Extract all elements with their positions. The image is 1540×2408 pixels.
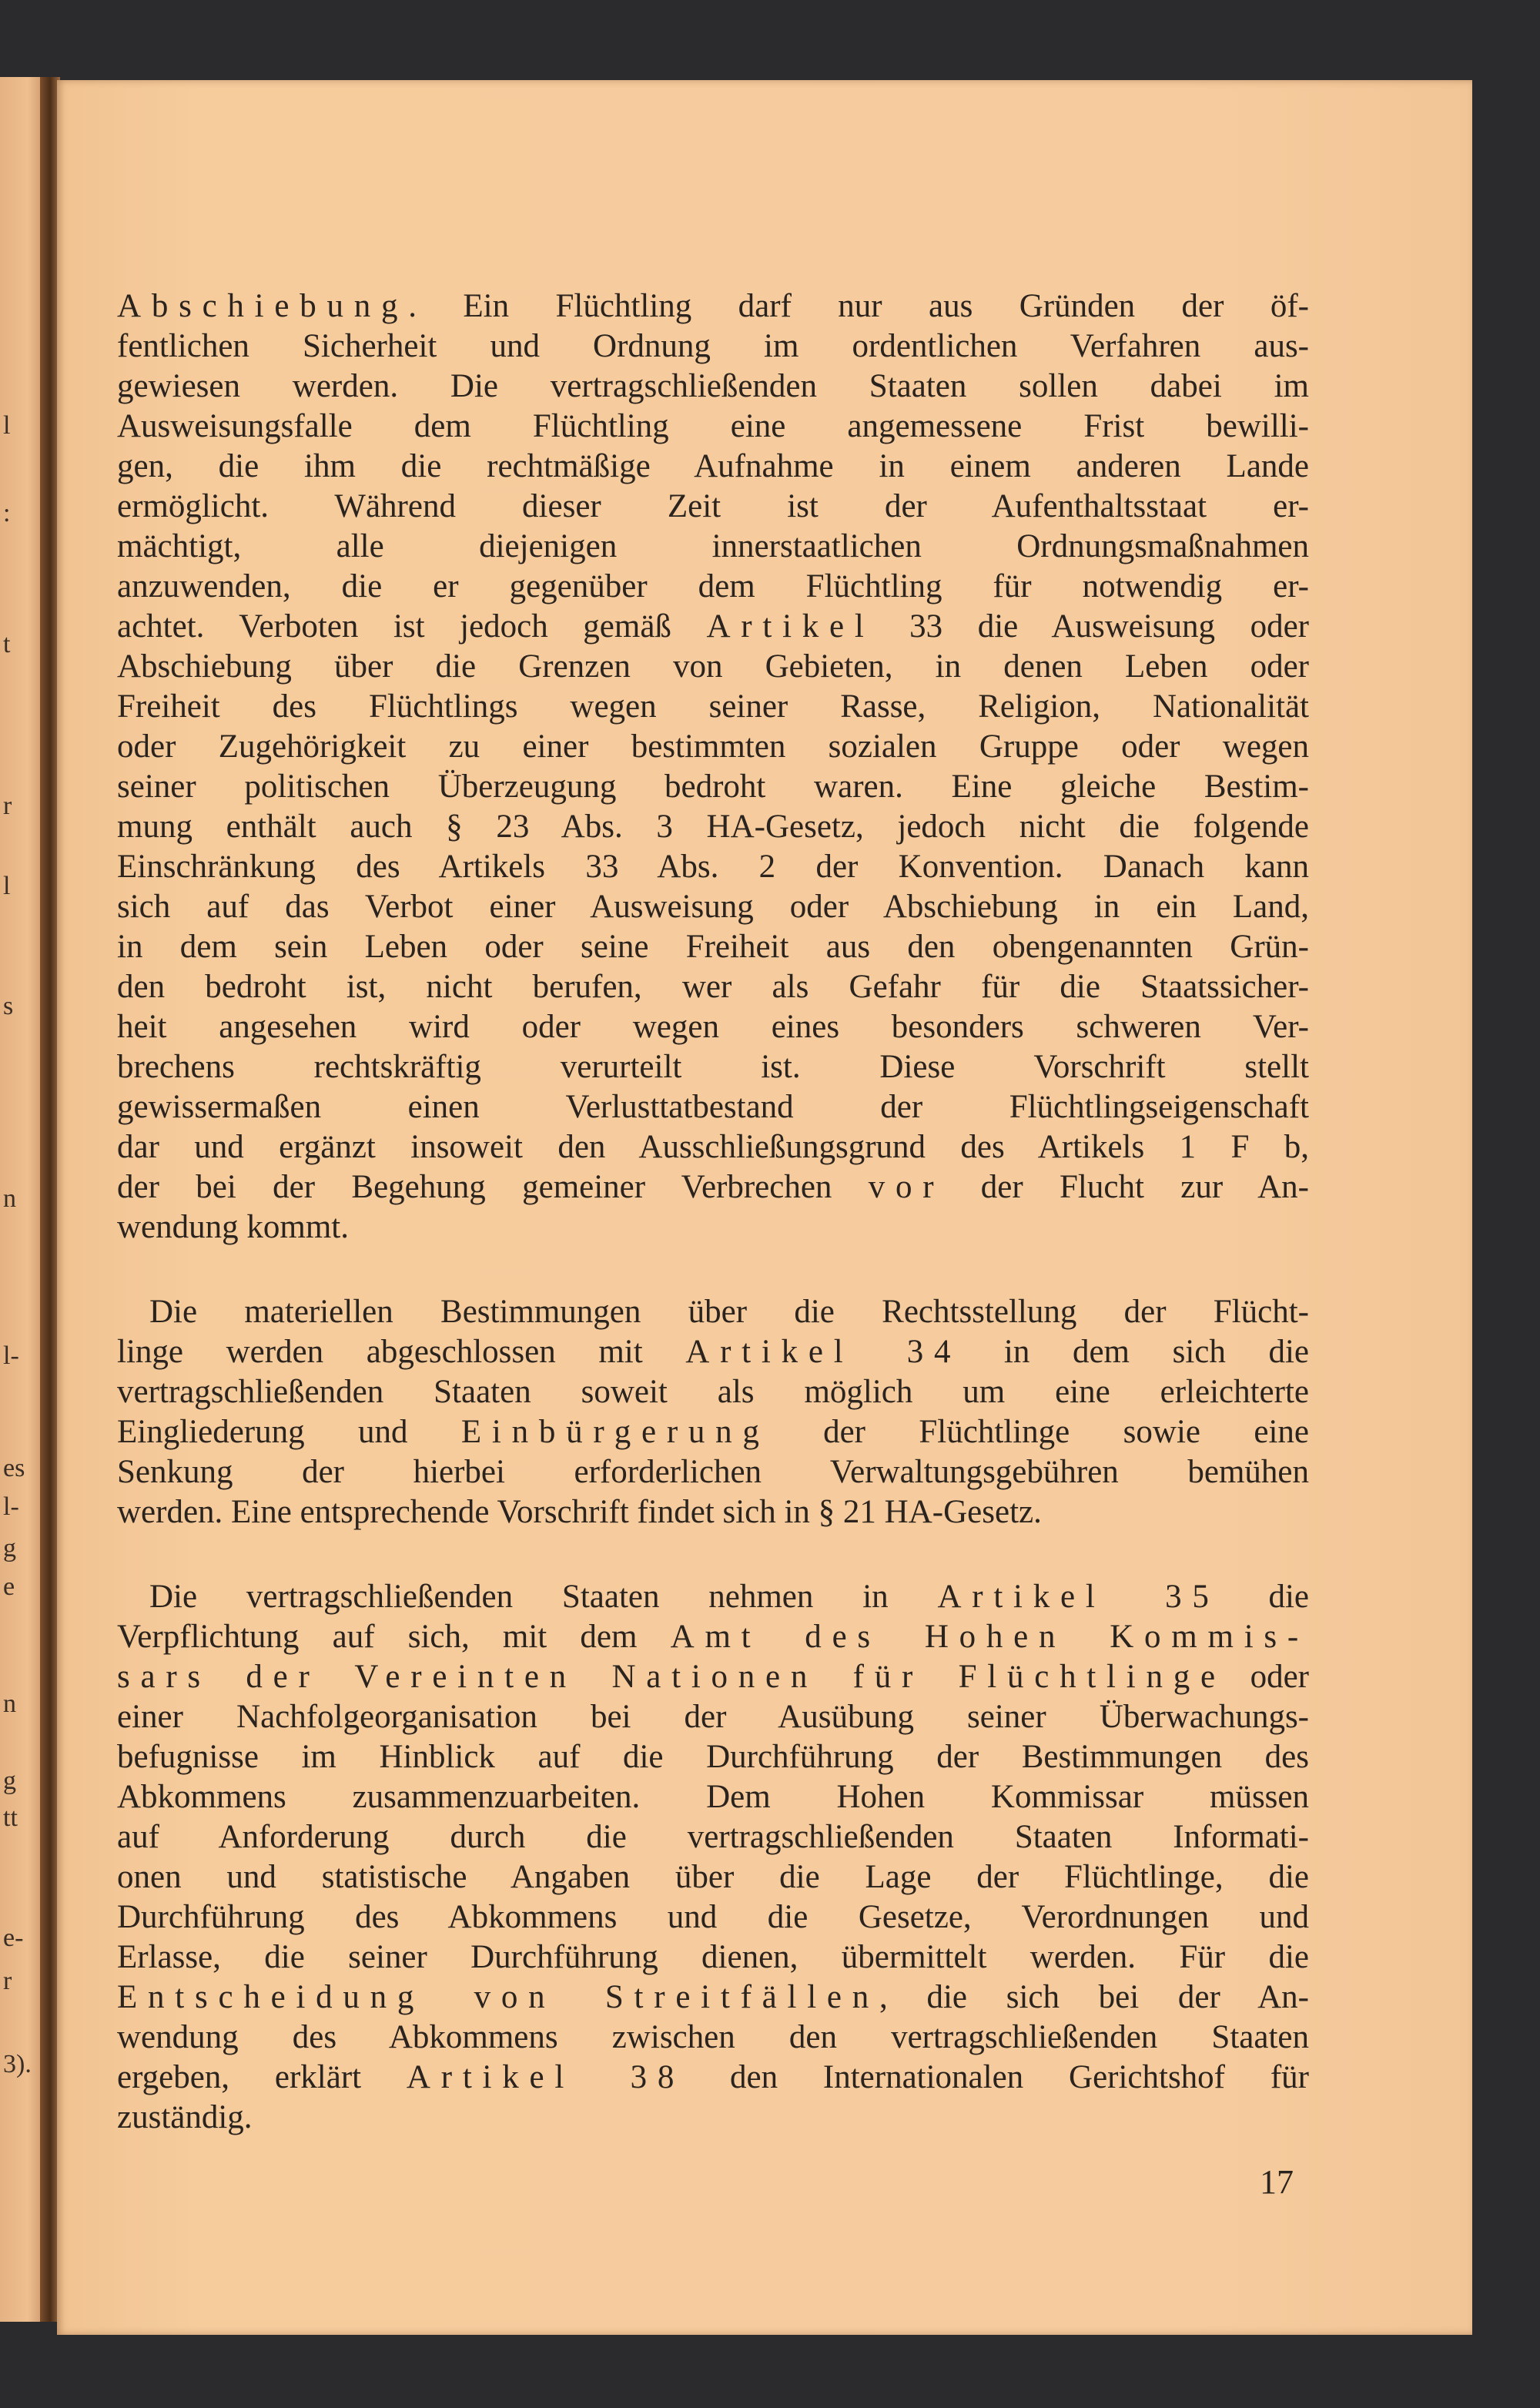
text-segment: den Internationalen Gerichtshof für xyxy=(685,2059,1309,2095)
left-page-fragment: l- xyxy=(3,1341,19,1370)
text-line xyxy=(117,607,1309,647)
text-line: oder Zugehörigkeit zu einer bestimmten sozialen Gruppe oder wegen xyxy=(117,728,1309,765)
text-segment: achtet. Verboten ist jedoch gemäß xyxy=(117,608,707,645)
text-segment: der Flucht zur An- xyxy=(944,1169,1309,1205)
text-line xyxy=(117,1617,1309,1657)
paragraph xyxy=(117,1292,1309,1532)
emphasized-spaced-text: sars der Vereinten Nationen für Flüchtlinge xyxy=(117,1659,1226,1695)
text-line: brechens rechtskräftig verurteilt ist. Diese Vorschrift stellt xyxy=(117,1049,1309,1085)
text-segment: oder xyxy=(1225,1659,1309,1695)
left-page-fragment: e- xyxy=(3,1924,24,1952)
text-line: mächtigt, alle diejenigen innerstaatlichen Ordnungsmaßnahmen xyxy=(117,528,1309,564)
left-page-fragment: r xyxy=(3,792,12,820)
page-number: 17 xyxy=(1260,2163,1294,2201)
left-page-fragment: tt xyxy=(3,1803,18,1832)
text-segment: die xyxy=(1219,1579,1309,1615)
left-page-fragment: n xyxy=(3,1184,16,1213)
text-line: Freiheit des Flüchtlings wegen seiner Rasse, Religion, Nationalität xyxy=(117,688,1309,725)
emphasized-spaced-text: Amt des Hohen Kommis- xyxy=(670,1619,1309,1655)
text-segment: Eingliederung und xyxy=(117,1414,461,1450)
text-line xyxy=(117,1657,1309,1697)
text-line: onen und statistische Angaben über die Lage der Flüchtlinge, die xyxy=(117,1859,1309,1895)
left-page-fragment: l xyxy=(3,872,11,900)
text-segment: in dem sich die xyxy=(961,1334,1309,1370)
emphasized-spaced-text: Abschiebung xyxy=(117,288,409,324)
left-page-fragment: es xyxy=(3,1454,25,1482)
text-line: gen, die ihm die rechtmäßige Aufnahme in einem anderen Lande xyxy=(117,448,1309,484)
text-line: Senkung der hierbei erforderlichen Verwaltungsgebühren bemühen xyxy=(117,1454,1309,1490)
text-line xyxy=(117,1577,1309,1617)
paragraph xyxy=(117,1577,1309,2138)
text-line: gewiesen werden. Die vertragschließenden Staaten sollen dabei im xyxy=(117,368,1309,404)
text-line: Durchführung des Abkommens und die Gesetze, Verordnungen und xyxy=(117,1899,1309,1935)
left-page-fragment: g xyxy=(3,1767,16,1795)
text-line: fentlichen Sicherheit und Ordnung im ordentlichen Verfahren aus- xyxy=(117,328,1309,364)
left-page-fragment: g xyxy=(3,1534,16,1562)
emphasized-spaced-text: Artikel 35 xyxy=(937,1579,1220,1615)
left-page-fragment: : xyxy=(3,499,11,527)
left-page-fragment: 3). xyxy=(3,2050,32,2078)
text-line: werden. Eine entsprechende Vorschrift findet sich in § 21 HA-Gesetz. xyxy=(117,1494,1042,1530)
text-segment: 33 die Ausweisung oder xyxy=(874,608,1309,645)
text-line: Ausweisungsfalle dem Flüchtling eine angemessene Frist bewilli- xyxy=(117,408,1309,444)
text-line: heit angesehen wird oder wegen eines besonders schweren Ver- xyxy=(117,1009,1309,1045)
left-page-fragment: n xyxy=(3,1690,16,1718)
text-line: den bedroht ist, nicht berufen, wer als Gefahr für die Staatssicher- xyxy=(117,969,1309,1005)
text-line xyxy=(117,286,1309,327)
text-line: sich auf das Verbot einer Ausweisung oder Abschiebung in ein Land, xyxy=(117,889,1309,925)
text-line: in dem sein Leben oder seine Freiheit aus den obengenannten Grün- xyxy=(117,929,1309,965)
text-line: einer Nachfolgeorganisation bei der Ausübung seiner Überwachungs- xyxy=(117,1699,1309,1735)
emphasized-spaced-text: Artikel xyxy=(706,608,875,645)
text-line xyxy=(117,1978,1309,2018)
text-line: befugnisse im Hinblick auf die Durchführung der Bestimmungen des xyxy=(117,1739,1309,1775)
text-line: wendung des Abkommens zwischen den vertragschließenden Staaten xyxy=(117,2019,1309,2055)
text-line: wendung kommt. xyxy=(117,1209,349,1245)
text-segment: Verpflichtung auf sich, mit dem xyxy=(117,1619,671,1655)
left-page-fragment: l- xyxy=(3,1492,19,1521)
emphasized-spaced-text: Einbürgerung xyxy=(460,1414,770,1450)
text-segment: . Ein Flüchtling darf nur aus Gründen der öf- xyxy=(408,288,1309,324)
text-line: seiner politischen Überzeugung bedroht waren. Eine gleiche Bestim- xyxy=(117,769,1309,805)
text-line: auf Anforderung durch die vertragschließenden Staaten Informati- xyxy=(117,1819,1309,1855)
text-segment: ergeben, erklärt xyxy=(117,2059,407,2095)
paragraph xyxy=(117,286,1309,1248)
text-line: Die materiellen Bestimmungen über die Rechtsstellung der Flücht- xyxy=(149,1294,1309,1330)
left-page-fragment: l xyxy=(3,411,11,440)
page-body-text xyxy=(117,286,1309,2138)
text-line: Erlasse, die seiner Durchführung dienen, übermittelt werden. Für die xyxy=(117,1939,1309,1975)
emphasized-spaced-text: Artikel 34 xyxy=(685,1334,962,1370)
text-line: mung enthält auch § 23 Abs. 3 HA-Gesetz, jedoch nicht die folgende xyxy=(117,809,1309,845)
text-line xyxy=(117,1412,1309,1452)
emphasized-spaced-text: Artikel 38 xyxy=(406,2059,685,2095)
left-page-fragment: e xyxy=(3,1572,15,1601)
text-segment: der Flüchtlinge sowie eine xyxy=(769,1414,1309,1450)
left-page-fragment: r xyxy=(3,1967,12,1995)
text-line: Abkommens zusammenzuarbeiten. Dem Hohen Kommissar müssen xyxy=(117,1779,1309,1815)
left-page-fragment: t xyxy=(3,630,11,658)
text-line: vertragschließenden Staaten soweit als möglich um eine erleichterte xyxy=(117,1374,1309,1410)
text-line xyxy=(117,1167,1309,1207)
emphasized-spaced-text: Entscheidung von Streitfällen xyxy=(117,1979,880,2015)
text-line: dar und ergänzt insoweit den Ausschließungsgrund des Artikels 1 F b, xyxy=(117,1129,1309,1165)
text-line xyxy=(117,1332,1309,1372)
text-line: Einschränkung des Artikels 33 Abs. 2 der Konvention. Danach kann xyxy=(117,849,1309,885)
text-segment: , die sich bei der An- xyxy=(879,1979,1309,2015)
text-segment: linge werden abgeschlossen mit xyxy=(117,1334,686,1370)
text-line: ermöglicht. Während dieser Zeit ist der Aufenthaltsstaat er- xyxy=(117,488,1309,524)
text-line: zuständig. xyxy=(117,2099,253,2135)
text-line: anzuwenden, die er gegenüber dem Flüchtling für notwendig er- xyxy=(117,568,1309,605)
text-segment: der bei der Begehung gemeiner Verbrechen xyxy=(117,1169,869,1205)
text-line: gewissermaßen einen Verlusttatbestand der Flüchtlingseigenschaft xyxy=(117,1089,1309,1125)
emphasized-spaced-text: vor xyxy=(868,1169,945,1205)
text-line: Abschiebung über die Grenzen von Gebieten, in denen Leben oder xyxy=(117,648,1309,685)
text-segment: Die vertragschließenden Staaten nehmen in xyxy=(149,1579,938,1615)
left-page-fragment: s xyxy=(3,992,14,1020)
text-line xyxy=(117,2058,1309,2098)
